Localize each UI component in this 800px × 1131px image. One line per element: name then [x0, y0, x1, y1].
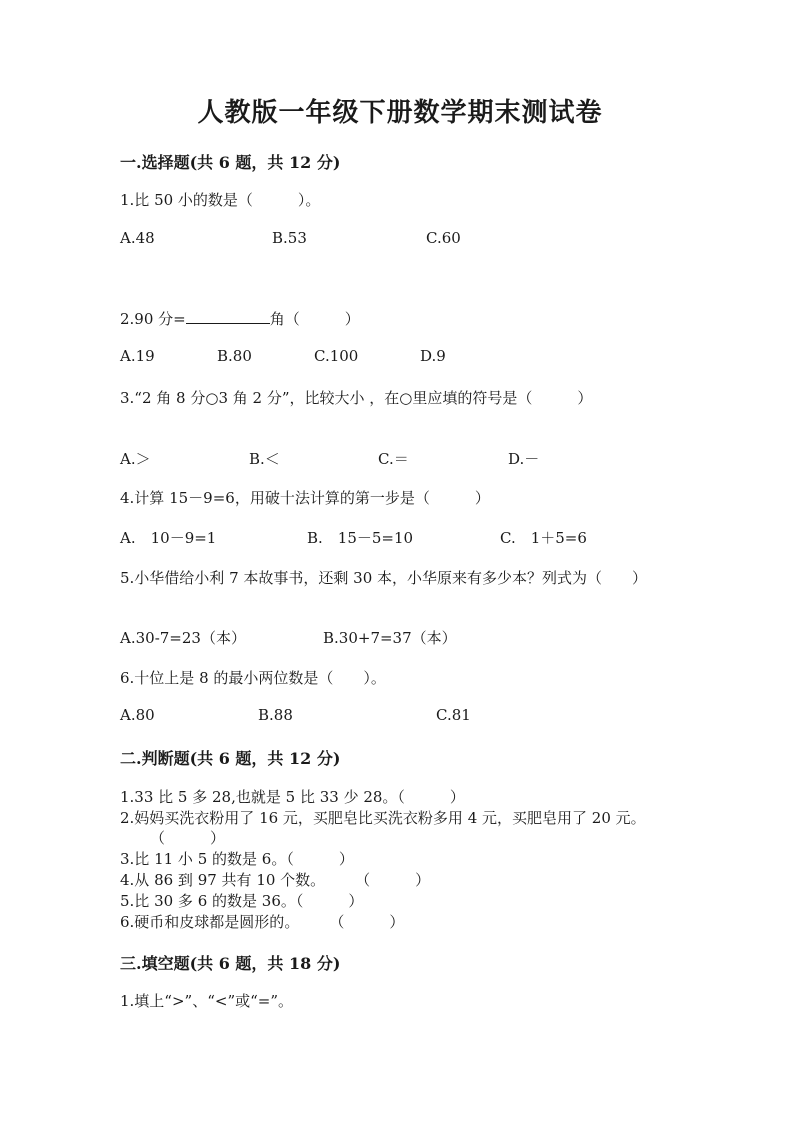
question-1-2-suffix: 角（ ） [269, 310, 360, 328]
option-1-2-b: B.80 [217, 347, 252, 365]
question-1-1: 1.比 50 小的数是（ ）。 [120, 191, 321, 209]
option-1-5-a: A.30-7=23（本） [120, 629, 246, 647]
option-1-5-b: B.30+7=37（本） [323, 629, 457, 647]
judge-item-2-bracket: （ ） [150, 829, 226, 847]
judge-item-3: 3.比 11 小 5 的数是 6。（ ） [120, 850, 354, 868]
option-1-2-c: C.100 [314, 347, 359, 365]
option-1-3-a: A.＞ [120, 450, 151, 468]
question-1-5: 5.小华借给小利 7 本故事书，还剩 30 本，小华原来有多少本？列式为（ ） [120, 569, 648, 587]
option-1-2-a: A.19 [120, 347, 155, 365]
question-1-2-prefix: 2.90 分= [120, 310, 186, 328]
option-1-3-b: B.＜ [249, 450, 280, 468]
judge-item-4: 4.从 86 到 97 共有 10 个数。 （ ） [120, 871, 431, 889]
option-1-4-b: B. 15－5=10 [307, 529, 414, 547]
answer-blank [186, 309, 270, 324]
option-1-1-c: C.60 [426, 229, 461, 247]
option-1-1-b: B.53 [272, 229, 307, 247]
judge-item-6: 6.硬币和皮球都是圆形的。 （ ） [120, 913, 405, 931]
question-1-2 [120, 308, 360, 329]
question-1-6: 6.十位上是 8 的最小两位数是（ ）。 [120, 669, 386, 687]
judge-item-1: 1.33 比 5 多 28,也就是 5 比 33 少 28。（ ） [120, 788, 465, 806]
option-1-6-a: A.80 [120, 706, 155, 724]
section-heading-choice: 一.选择题(共 6 题，共 12 分) [120, 153, 341, 172]
exam-title: 人教版一年级下册数学期末测试卷 [197, 98, 603, 128]
question-1-4: 4.计算 15－9=6，用破十法计算的第一步是（ ） [120, 489, 490, 507]
section-heading-judge: 二.判断题(共 6 题，共 12 分) [120, 749, 341, 768]
fill-question-1: 1.填上“>”、“<”或“=”。 [120, 992, 294, 1010]
question-1-3: 3.“2 角 8 分○3 角 2 分”，比较大小 ，在○里应填的符号是（ ） [120, 389, 593, 407]
judge-item-5: 5.比 30 多 6 的数是 36。（ ） [120, 892, 364, 910]
option-1-1-a: A.48 [120, 229, 155, 247]
option-1-6-b: B.88 [258, 706, 293, 724]
judge-item-2: 2.妈妈买洗衣粉用了 16 元，买肥皂比买洗衣粉多用 4 元，买肥皂用了 20 元。 [120, 809, 646, 827]
option-1-4-c: C. 1＋5=6 [500, 529, 587, 547]
option-1-2-d: D.9 [420, 347, 446, 365]
section-heading-fill: 三.填空题(共 6 题，共 18 分) [120, 954, 341, 973]
option-1-3-d: D.－ [508, 450, 540, 468]
option-1-6-c: C.81 [436, 706, 471, 724]
option-1-4-a: A. 10－9=1 [120, 529, 217, 547]
option-1-3-c: C.＝ [378, 450, 409, 468]
